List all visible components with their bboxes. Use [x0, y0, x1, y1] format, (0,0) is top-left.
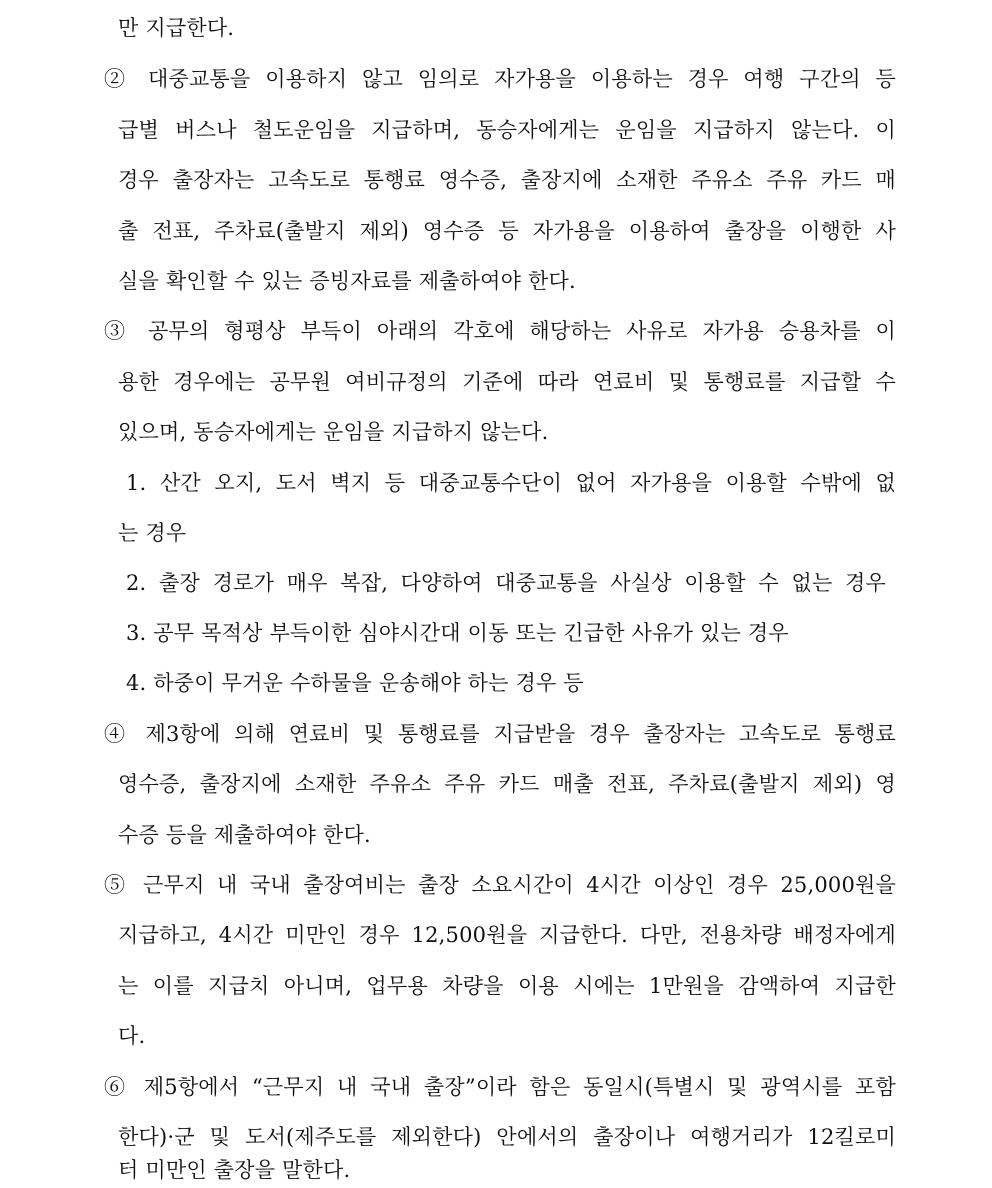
text-line: 실을 확인할 수 있는 증빙자료를 제출하여야 한다.: [118, 269, 576, 293]
text-line: 다.: [118, 1024, 146, 1048]
text-line: 는 이를 지급치 아니며, 업무용 차량을 이용 시에는 1만원을 감액하여 지급한: [118, 974, 896, 998]
text-line: ② 대중교통을 이용하지 않고 임의로 자가용을 이용하는 경우 여행 구간의 등: [104, 67, 896, 91]
text-line: 급별 버스나 철도운임을 지급하며, 동승자에게는 운임을 지급하지 않는다. 이: [118, 118, 896, 142]
text-line: 1. 산간 오지, 도서 벽지 등 대중교통수단이 없어 자가용을 이용할 수밖에 없: [126, 471, 896, 495]
text-line: 3. 공무 목적상 부득이한 심야시간대 이동 또는 긴급한 사유가 있는 경우: [126, 621, 789, 645]
text-line: 경우 출장자는 고속도로 통행료 영수증, 출장지에 소재한 주유소 주유 카드 매: [118, 168, 896, 192]
text-line: 한다)·군 및 도서(제주도를 제외한다) 안에서의 출장이나 여행거리가 12킬로미: [118, 1125, 896, 1149]
text-line: 용한 경우에는 공무원 여비규정의 기준에 따라 연료비 및 통행료를 지급할 수: [118, 370, 896, 394]
text-line: 2. 출장 경로가 매우 복잡, 다양하여 대중교통을 사실상 이용할 수 없는 경우: [126, 571, 886, 595]
text-line: 만 지급한다.: [118, 16, 235, 40]
text-line: 터 미만인 출장을 말한다.: [118, 1158, 351, 1182]
text-line: 4. 하중이 무거운 수하물을 운송해야 하는 경우 등: [126, 671, 584, 695]
text-line: 영수증, 출장지에 소재한 주유소 주유 카드 매출 전표, 주차료(출발지 제외) 영: [118, 772, 896, 796]
text-line: 출 전표, 주차료(출발지 제외) 영수증 등 자가용을 이용하여 출장을 이행한 사: [118, 219, 896, 243]
text-line: ⑥ 제5항에서 “근무지 내 국내 출장”이라 함은 동일시(특별시 및 광역시를 포함: [104, 1075, 896, 1099]
text-line: ③ 공무의 형평상 부득이 아래의 각호에 해당하는 사유로 자가용 승용차를 이: [104, 319, 896, 343]
text-line: 있으며, 동승자에게는 운임을 지급하지 않는다.: [118, 420, 549, 444]
text-line: 지급하고, 4시간 미만인 경우 12,500원을 지급한다. 다만, 전용차량 배정자에게: [118, 923, 896, 947]
text-line: 는 경우: [118, 521, 187, 545]
text-line: ④ 제3항에 의해 연료비 및 통행료를 지급받을 경우 출장자는 고속도로 통행료: [104, 722, 896, 746]
text-line: 수증 등을 제출하여야 한다.: [118, 823, 371, 847]
text-line: ⑤ 근무지 내 국내 출장여비는 출장 소요시간이 4시간 이상인 경우 25,000원을: [104, 873, 896, 897]
